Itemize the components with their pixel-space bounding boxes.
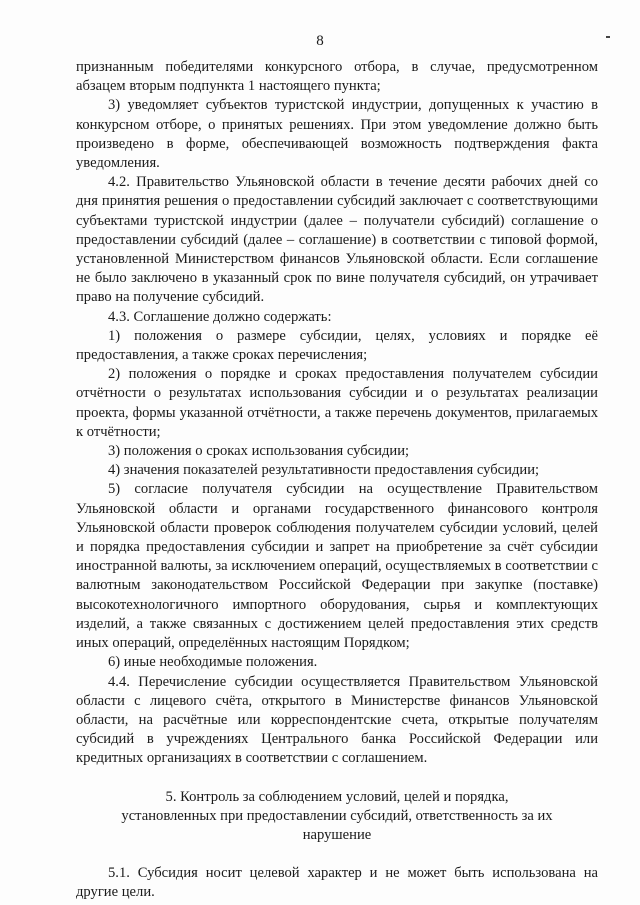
page-number: 8 [316, 33, 324, 49]
paragraph-item-3: 3) уведомляет субъектов туристской индустрии, допущенных к участию в конкурсном отборе, о принятых решениях. При этом уведомление должно быть произведено в форме, обеспечивающей возможность подтверждения факта уведомления. [76, 97, 598, 172]
paragraph-4-2: 4.2. Правительство Ульяновской области в течение десяти рабочих дней со дня принятия решения о предоставлении субсидий заключает с соответствующими субъектами туристской индустрии (далее – получатели субсидий) соглашение о предоставлении субсидий (далее – соглашение) в соответствии с типовой формой, установленной Министерством финансов Ульяновской области. Если соглашение не было заключено в указанный срок по вине получателя субсидий, он утрачивает право на получение субсидий. [76, 174, 598, 306]
paragraph-4-3-item-2: 2) положения о порядке и сроках предоставления получателем субсидии отчётности о результатах использования субсидии и о результатах реализации проекта, формы указанной отчётности, а также перечень документов, прилагаемых к отчётности; [76, 366, 598, 440]
section-heading-line-3: нарушение [302, 826, 372, 843]
paragraph-4-3: 4.3. Соглашение должно содержать: [108, 308, 332, 325]
paragraph-4-3-item-4: 4) значения показателей результативности предоставления субсидии; [108, 462, 540, 479]
paragraph-continuation: признанным победителями конкурсного отбора, в случае, предусмотренном абзацем вторым подпункта 1 настоящего пункта; [76, 59, 598, 95]
paragraph-4-3-item-3: 3) положения о сроках использования субсидии; [108, 443, 410, 460]
section-heading-line-2: установленных при предоставлении субсидий, ответственность за их [121, 807, 553, 824]
document-body [76, 58, 598, 903]
paragraph-4-3-item-1: 1) положения о размере субсидии, целях, условиях и порядке её предоставления, а также сроках перечисления; [76, 327, 598, 364]
section-heading-line-1: 5. Контроль за соблюдением условий, целей и порядка, [165, 788, 509, 805]
paragraph-4-3-item-6: 6) иные необходимые положения. [108, 654, 318, 671]
paragraph-4-4: 4.4. Перечисление субсидии осуществляется Правительством Ульяновской области с лицевого счёта, открытого в Министерстве финансов Ульяновской области, на расчётные или корреспондентские счета, открытые получателям субсидий в учреждениях Центрального банка Российской Федерации или кредитных организациях в соответствии с соглашением. [76, 673, 598, 767]
paragraph-5-1: 5.1. Субсидия носит целевой характер и не может быть использована на другие цели. [76, 865, 598, 901]
section-heading [76, 788, 598, 846]
scan-mark [606, 36, 610, 38]
paragraph-4-3-item-5: 5) согласие получателя субсидии на осуществление Правительством Ульяновской области и органами государственного финансового контроля Ульяновской области проверок соблюдения получателем субсидии условий, целей и порядка предоставления субсидии и запрет на приобретение за счёт субсидии иностранной валюты, за исключением операций, осуществляемых в соответствии с валютным законодательством Российской Федерации при закупке (поставке) высокотехнологичного импортного оборудования, сырья и комплектующих изделий, а также связанных с достижением целей предоставления этих средств иных операций, определённых настоящим Порядком; [76, 481, 598, 652]
